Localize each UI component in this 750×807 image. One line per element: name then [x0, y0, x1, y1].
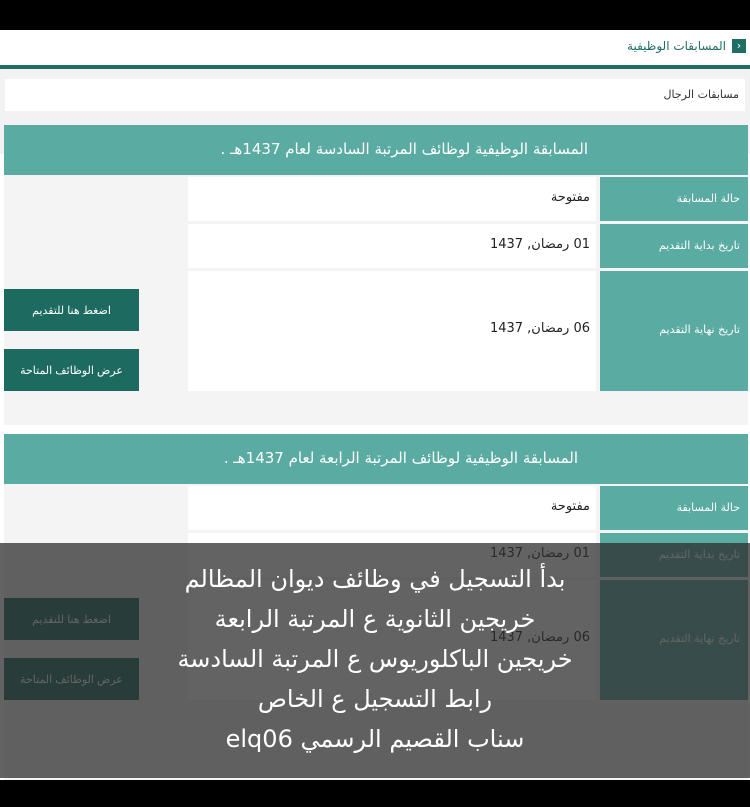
competition-title-bar — [4, 434, 748, 484]
status-value: مفتوحة — [188, 486, 596, 530]
caption-line: سناب القصيم الرسمي elq06 — [225, 725, 525, 753]
caption-line: خريجين الباكلوريوس ع المرتبة السادسة — [177, 645, 573, 673]
competition-title: المسابقة الوظيفية لوظائف المرتبة الرابعة لعام 1437هـ . — [223, 449, 578, 467]
start-date-label: تاريخ بداية التقديم — [600, 224, 748, 268]
competition-card-1 — [4, 125, 748, 425]
caption-line: رابط التسجيل ع الخاص — [257, 685, 493, 713]
end-date-value: 06 رمضان, 1437 — [188, 271, 596, 391]
breadcrumb — [0, 30, 750, 66]
caption-line: خريجين الثانوية ع المرتبة الرابعة — [214, 605, 536, 633]
end-date-label: تاريخ نهاية التقديم — [600, 271, 748, 391]
status-label: حالة المسابقة — [600, 177, 748, 221]
competition-title: المسابقة الوظيفية لوظائف المرتبة السادسة لعام 1437هـ . — [220, 140, 588, 158]
breadcrumb-title[interactable]: المسابقات الوظيفية — [627, 39, 726, 53]
view-jobs-button[interactable]: عرض الوظائف المتاحة — [4, 349, 139, 391]
status-value: مفتوحة — [188, 177, 596, 221]
chevron-left-icon[interactable]: ‹ — [732, 39, 746, 53]
apply-button[interactable]: اضغط هنا للتقديم — [4, 289, 139, 331]
caption-line: بدأ التسجيل في وظائف ديوان المظالم — [184, 565, 566, 593]
status-label: حالة المسابقة — [600, 486, 748, 530]
subheader-bar — [5, 79, 745, 111]
app-screen — [0, 30, 750, 780]
caption-overlay — [0, 543, 750, 778]
competition-title-bar — [4, 125, 748, 175]
subheader-title: مسابقات الرجال — [663, 88, 739, 101]
start-date-value: 01 رمضان, 1437 — [188, 224, 596, 268]
